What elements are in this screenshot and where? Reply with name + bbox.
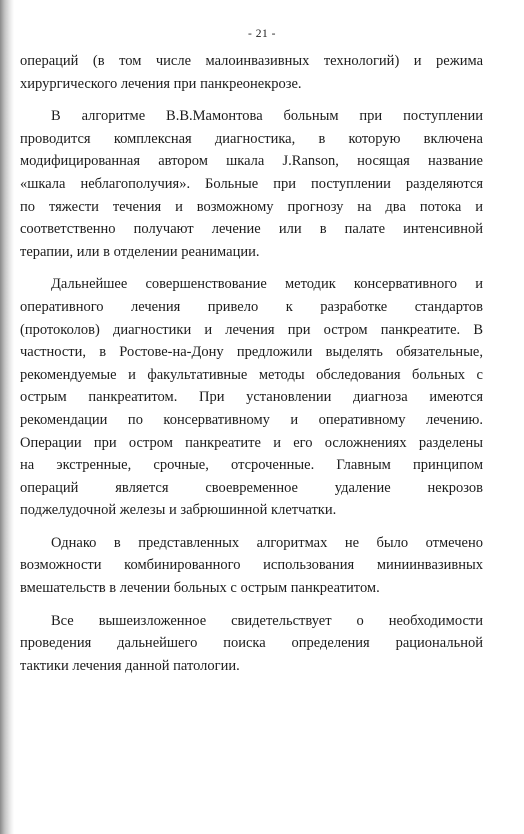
text-line: Дальнейшее совершенствование методик консервативного и [51, 276, 483, 293]
document-body [20, 50, 483, 687]
page-number: - 21 - [248, 28, 276, 40]
paragraph [20, 610, 483, 678]
text-line: операций является своевременное удаление некрозов [20, 479, 483, 496]
text-line: Однако в представленных алгоритмах не было отмечено [51, 534, 483, 551]
text-line: частности, в Ростове-на-Дону предложили выделять обязательные, [20, 344, 483, 361]
text-line: рекомендуемые и факультативные методы обследования больных с [20, 366, 483, 383]
text-line: проведения дальнейшего поиска определения рациональной [20, 635, 483, 652]
text-line: соответственно получают лечение или в палате интенсивной [20, 221, 483, 238]
text-line: вмешательств в лечении больных с острым панкреатитом. [20, 580, 380, 597]
text-line: терапии, или в отделении реанимации. [20, 243, 260, 260]
text-line: оперативного лечения привело к разработке стандартов [20, 298, 483, 315]
text-line: модифицированная автором шкала J.Ranson, носящая название [20, 153, 483, 170]
text-line: тактики лечения данной патологии. [20, 657, 240, 674]
text-line: на экстренные, срочные, отсроченные. Главным принципом [20, 457, 483, 474]
text-line: проводится комплексная диагностика, в которую включена [20, 130, 483, 147]
text-line: острым панкреатитом. При установлении диагноза имеются [20, 389, 483, 406]
text-line: возможности комбинированного использования миниинвазивных [20, 557, 483, 574]
text-line: Все вышеизложенное свидетельствует о необходимости [51, 612, 483, 629]
text-line: «шкала неблагополучия». Больные при поступлении разделяются [20, 175, 483, 192]
text-line: поджелудочной железы и забрюшинной клетчатки. [20, 502, 337, 519]
text-line: В алгоритме В.В.Мамонтова больным при поступлении [51, 108, 483, 125]
paragraph [20, 273, 483, 522]
paragraph [20, 50, 483, 95]
text-line: Операции при остром панкреатите и его осложнениях разделены [20, 434, 483, 451]
text-line: операций (в том числе малоинвазивных технологий) и режима [20, 53, 483, 69]
paragraph [20, 532, 483, 600]
text-line: (протоколов) диагностики и лечения при остром панкреатите. В [20, 321, 483, 338]
text-line: по тяжести течения и возможному прогнозу на два потока и [20, 198, 483, 215]
text-line: рекомендации по консервативному и оперативному лечению. [20, 411, 483, 428]
text-line: хирургического лечения при панкреонекрозе. [20, 75, 302, 92]
paragraph [20, 105, 483, 263]
scan-shadow-edge [0, 0, 14, 834]
